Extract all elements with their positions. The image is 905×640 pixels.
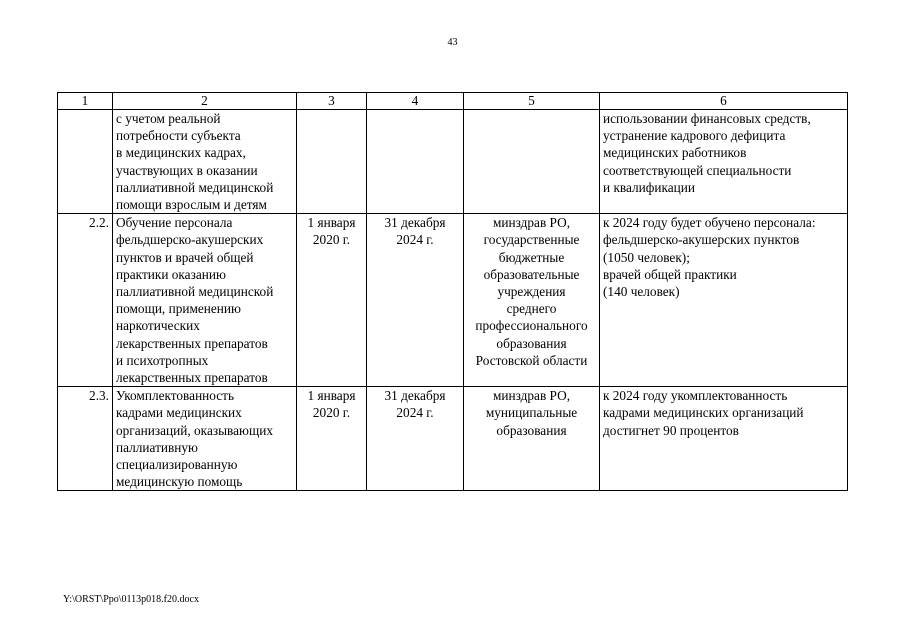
cell-line: врачей общей практики	[603, 266, 737, 282]
cell-line: медицинских работников	[603, 145, 747, 161]
cell-line: Ростовской области	[475, 352, 588, 368]
cell-line: и психотропных	[116, 352, 209, 368]
cell-line: с учетом реальной	[116, 111, 221, 126]
result-cell	[600, 214, 848, 387]
column-header-4: 4	[367, 93, 464, 110]
cell-line: государственные	[483, 232, 580, 248]
cell-line: к 2024 году укомплектованность	[603, 388, 788, 404]
cell-line: достигнет 90 процентов	[603, 422, 739, 438]
cell-line: учреждения	[497, 284, 566, 300]
cell-line: фельдшерско-акушерских пунктов	[603, 232, 800, 248]
cell-line: минздрав РО,	[492, 388, 571, 404]
cell-line: кадрами медицинских	[116, 405, 242, 421]
cell-line: образования	[496, 335, 567, 351]
cell-line: 1 января	[307, 388, 356, 404]
start-date-cell	[297, 110, 367, 214]
cell-line: организаций, оказывающих	[116, 422, 273, 438]
cell-line: Укомплектованность	[116, 388, 235, 404]
cell-line: помощи взрослым и детям	[116, 197, 267, 213]
page-number: 43	[447, 37, 458, 48]
cell-line: 1 января	[307, 215, 356, 231]
cell-line: 31 декабря	[384, 215, 446, 231]
table-header-row	[58, 93, 848, 110]
cell-line: кадрами медицинских организаций	[603, 405, 804, 421]
responsible-cell	[464, 387, 600, 491]
table-row	[58, 110, 848, 214]
start-date-cell	[297, 387, 367, 491]
cell-line: и квалификации	[603, 179, 696, 195]
cell-line: 2020 г.	[312, 405, 351, 421]
cell-line: 2024 г.	[396, 405, 434, 421]
column-header-2: 2	[113, 93, 297, 110]
cell-line: соответствующей специальности	[603, 162, 792, 178]
end-date-cell	[367, 214, 464, 387]
cell-line: наркотических	[116, 318, 200, 334]
activity-cell	[113, 387, 297, 491]
cell-line: Обучение персонала	[116, 215, 233, 231]
cell-line: 2020 г.	[312, 232, 351, 248]
cell-line: использовании финансовых средств,	[603, 111, 811, 126]
column-header-6: 6	[600, 93, 848, 110]
row-number	[58, 110, 113, 214]
cell-line: профессионального	[475, 318, 588, 334]
responsible-cell	[464, 110, 600, 214]
cell-line: минздрав РО,	[492, 215, 571, 231]
cell-line: среднего	[506, 301, 557, 317]
column-header-1: 1	[58, 93, 113, 110]
cell-line: специализированную	[116, 457, 238, 473]
cell-line: помощи, применению	[116, 301, 241, 317]
document-table	[57, 92, 848, 491]
cell-line: лекарственных препаратов	[116, 370, 268, 386]
cell-line: медицинскую помощь	[116, 474, 243, 490]
cell-line: к 2024 году будет обучено персонала:	[603, 215, 816, 231]
cell-line: 31 декабря	[384, 388, 446, 404]
cell-line: (140 человек)	[603, 284, 680, 300]
cell-line: в медицинских кадрах,	[116, 145, 246, 161]
cell-line: участвующих в оказании	[116, 162, 258, 178]
cell-line: лекарственных препаратов	[116, 335, 268, 351]
cell-line: паллиативной медицинской	[116, 179, 274, 195]
table-body	[58, 110, 848, 491]
cell-line: потребности субъекта	[116, 128, 241, 144]
row-number: 2.2.	[58, 214, 113, 387]
activity-cell	[113, 110, 297, 214]
cell-line: фельдшерско-акушерских	[116, 232, 264, 248]
end-date-cell	[367, 387, 464, 491]
cell-line: бюджетные	[498, 249, 565, 265]
row-number: 2.3.	[58, 387, 113, 491]
start-date-cell	[297, 214, 367, 387]
footer-file-path: Y:\ORST\Ppo\0113p018.f20.docx	[63, 594, 199, 605]
cell-line: муниципальные	[485, 405, 578, 421]
column-header-5: 5	[464, 93, 600, 110]
end-date-cell	[367, 110, 464, 214]
cell-line: пунктов и врачей общей	[116, 249, 254, 265]
activity-cell	[113, 214, 297, 387]
column-header-3: 3	[297, 93, 367, 110]
cell-line: паллиативной медицинской	[116, 284, 274, 300]
cell-line: практики оказанию	[116, 266, 226, 282]
cell-line: 2024 г.	[396, 232, 434, 248]
cell-line: устранение кадрового дефицита	[603, 128, 786, 144]
cell-line: образовательные	[483, 266, 580, 282]
result-cell	[600, 387, 848, 491]
result-cell	[600, 110, 848, 214]
cell-line: (1050 человек);	[603, 249, 690, 265]
cell-line: образования	[496, 422, 567, 438]
cell-line: паллиативную	[116, 439, 198, 455]
table-row	[58, 387, 848, 491]
table-row	[58, 214, 848, 387]
responsible-cell	[464, 214, 600, 387]
